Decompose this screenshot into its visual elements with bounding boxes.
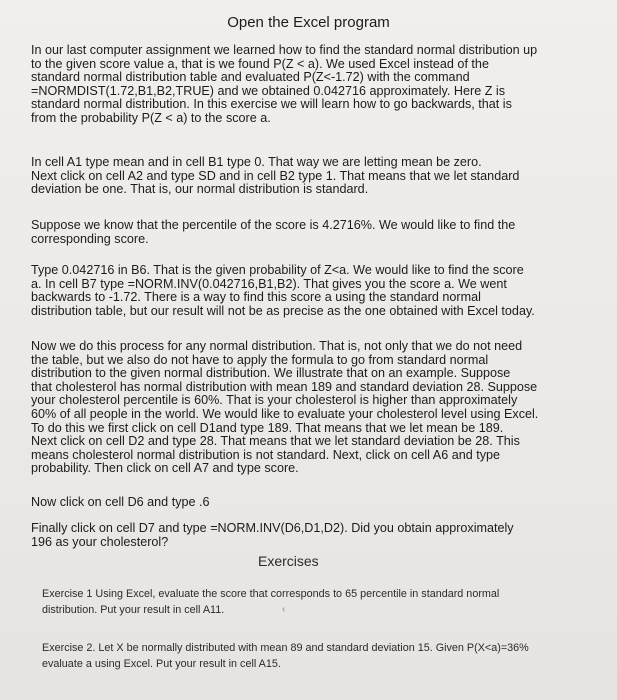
paragraph-step-d6: Now click on cell D6 and type .6 [31, 495, 210, 509]
exercises-heading: Exercises [258, 553, 319, 569]
paragraph-percentile: Suppose we know that the percentile of the score is 4.2716%. We would like to find the corresponding score. [31, 218, 516, 246]
paragraph-norm-inv: Type 0.042716 in B6. That is the given probability of Z<a. We would like to find the score a. In cell B7 type =NORM.INV(0.042716,B1,B2). That gives you the score a. We went backwards to -1.72. There is a way to find this score a using the standard normal distribution table, but our result will not be as precise as the one obtained with Excel today. [31, 263, 535, 318]
stray-mark: ‹ [282, 604, 286, 615]
paragraph-cholesterol: Now we do this process for any normal distribution. That is, not only that we do not need the table, but we also do not have to apply the formula to go from standard normal distribution to the given normal distribution. We illustrate that on an example. Suppose that cholesterol has normal distribution with mean 189 and standard deviation 28. Suppose your cholesterol percentile is 60%. That is your cholesterol is higher than approximately 60% of all people in the world. We would like to evaluate your cholesterol level using Excel. To do this we first click on cell D1and type 189. That means that we let mean be 189. Next click on cell D2 and type 28. That means that we let standard deviation be 28. This means cholesterol normal distribution is not standard. Next, click on cell A6 and type probability. Then click on cell A7 and type score. [31, 339, 539, 476]
exercise-1: Exercise 1 Using Excel, evaluate the score that corresponds to 65 percentile in standard normal distribution. Put your result in cell A11. [42, 588, 500, 616]
page-title: Open the Excel program [227, 14, 390, 31]
paragraph-setup: In cell A1 type mean and in cell B1 type 0. That way we are letting mean be zero. Next click on cell A2 and type SD and in cell B2 type 1. That means that we let standard deviation be one. That is, our normal distribution is standard. [31, 155, 520, 197]
exercise-2: Exercise 2. Let X be normally distributed with mean 89 and standard deviation 15. Given P(X<a)=36% evaluate a using Excel. Put your result in cell A15. [42, 642, 529, 670]
paragraph-intro: In our last computer assignment we learned how to find the standard normal distribution up to the given score value a, that is we found P(Z < a). We used Excel instead of the standard normal distribution table and evaluated P(Z<-1.72) with the command =NORMDIST(1.72,B1,B2,TRUE) and we obtained 0.042716 approximately. Here Z is standard normal distribution. In this exercise we will learn how to go backwards, that is from the probability P(Z < a) to the score a. [31, 43, 538, 125]
paragraph-step-d7: Finally click on cell D7 and type =NORM.INV(D6,D1,D2). Did you obtain approximately 196 as your cholesterol? [31, 521, 514, 549]
